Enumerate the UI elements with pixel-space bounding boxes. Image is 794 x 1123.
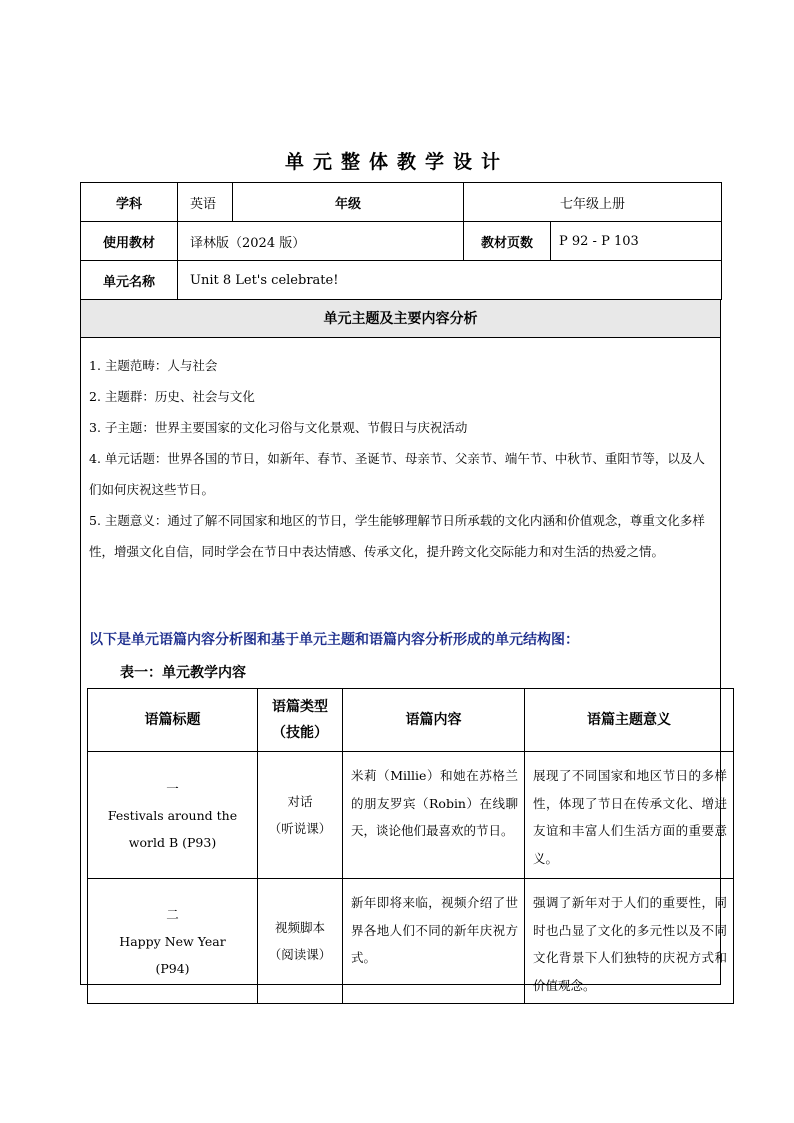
info-row-subject	[81, 183, 722, 222]
row-content: 新年即将来临，视频介绍了世界各地人们不同的新年庆祝方式。	[343, 879, 525, 1004]
info-table	[80, 182, 722, 300]
analysis-item-meaning: 5. 主题意义：通过了解不同国家和地区的节日，学生能够理解节日所承载的文化内涵和价值观念，尊重文化多样性，增强文化自信，同时学会在节日中表达情感、传承文化，提升跨文化交际能力和对生活的热爱之情。	[89, 513, 705, 559]
pages-value: P 92 - P 103	[551, 222, 722, 261]
grade-label: 年级	[233, 183, 464, 222]
row-type: 视频脚本 （阅读课）	[258, 879, 343, 1004]
header-title: 语篇标题	[88, 689, 258, 752]
table-header-row	[88, 689, 734, 752]
header-type: 语篇类型 （技能）	[258, 689, 343, 752]
info-row-unit	[81, 261, 722, 300]
textbook-value: 译林版（2024 版）	[178, 222, 464, 261]
analysis-item-theme-group: 2. 主题群：历史、社会与文化	[89, 389, 255, 404]
row-meaning: 展现了不同国家和地区节日的多样性，体现了节日在传承文化、增进友谊和丰富人们生活方面的重要意义。	[525, 752, 734, 879]
row-content: 米莉（Millie）和她在苏格兰的朋友罗宾（Robin）在线聊天，谈论他们最喜欢的节日。	[343, 752, 525, 879]
table-row	[88, 752, 734, 879]
analysis-list	[89, 350, 711, 567]
textbook-label: 使用教材	[81, 222, 178, 261]
subject-value: 英语	[178, 183, 233, 222]
unit-label: 单元名称	[81, 261, 178, 300]
analysis-section	[80, 338, 727, 993]
grade-value: 七年级上册	[464, 183, 722, 222]
table-row	[88, 879, 734, 1004]
page-title: 单元整体教学设计	[284, 151, 509, 173]
table-caption: 表一：单元教学内容	[120, 665, 246, 681]
unit-value: Unit 8 Let's celebrate!	[178, 261, 722, 300]
row-meaning: 强调了新年对于人们的重要性，同时也凸显了文化的多元性以及不同文化背景下人们独特的庆祝方式和价值观念。	[525, 879, 734, 1004]
header-content: 语篇内容	[343, 689, 525, 752]
row-title: 一 Festivals around the world B (P93)	[88, 752, 258, 879]
pages-label: 教材页数	[464, 222, 551, 261]
row-title: 二 Happy New Year (P94)	[88, 879, 258, 1004]
analysis-item-subtheme: 3. 子主题：世界主要国家的文化习俗与文化景观、节假日与庆祝活动	[89, 420, 468, 435]
row-type: 对话 （听说课）	[258, 752, 343, 879]
analysis-item-topic: 4. 单元话题：世界各国的节日，如新年、春节、圣诞节、母亲节、父亲节、端午节、中秋节、重阳节等，以及人们如何庆祝这些节日。	[89, 451, 705, 497]
info-row-textbook	[81, 222, 722, 261]
structure-intro: 以下是单元语篇内容分析图和基于单元主题和语篇内容分析形成的单元结构图：	[89, 632, 579, 648]
section-title: 单元主题及主要内容分析	[80, 299, 721, 338]
teaching-content-table	[87, 688, 734, 1004]
analysis-item-category: 1. 主题范畴：人与社会	[89, 358, 218, 373]
header-meaning: 语篇主题意义	[525, 689, 734, 752]
subject-label: 学科	[81, 183, 178, 222]
